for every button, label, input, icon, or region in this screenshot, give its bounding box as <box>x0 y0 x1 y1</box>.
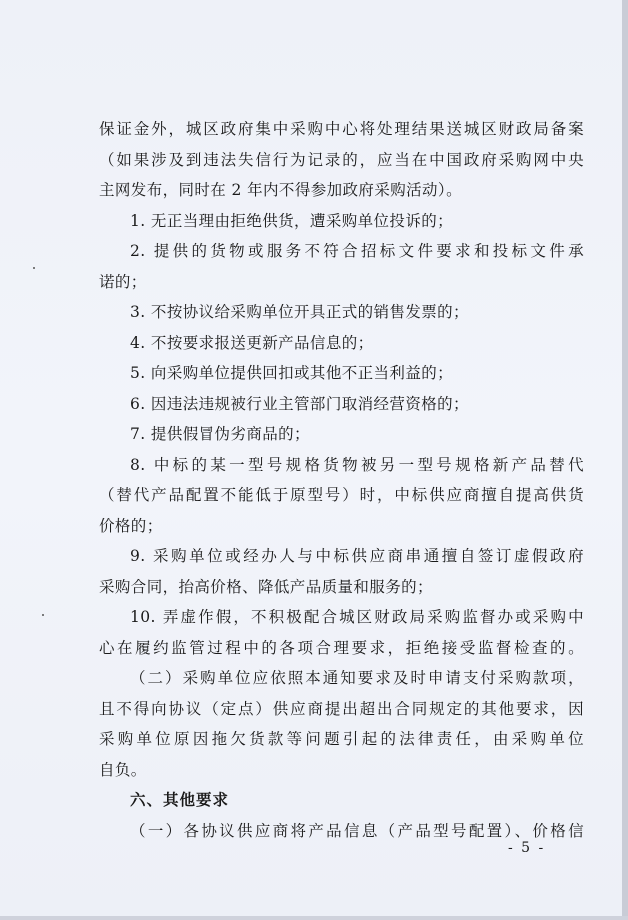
list-item-2: 2. 提供的货物或服务不符合招标文件要求和投标文件承 <box>130 242 584 260</box>
page-edge-shadow <box>622 0 628 920</box>
section-paragraph-one: （一）各协议供应商将产品信息（产品型号配置）、价格信 <box>130 821 584 840</box>
list-item-9-continued: 采购合同，抬高价格、降低产品质量和服务的； <box>99 577 433 596</box>
section-heading: 六、其他要求 <box>130 791 230 809</box>
list-item-9: 9. 采购单位或经办人与中标供应商串通擅自签订虚假政府 <box>130 547 584 565</box>
scan-speck <box>33 267 35 269</box>
list-item-10-continued: 心在履约监管过程中的各项合理要求，拒绝接受监督检查的。 <box>99 638 584 657</box>
list-item-6: 6. 因违法违规被行业主管部门取消经营资格的； <box>130 394 469 413</box>
text-line: 主网发布，同时在 2 年内不得参加政府采购活动）。 <box>99 181 462 199</box>
text-line: （如果涉及到违法失信行为记录的，应当在中国政府采购网中央 <box>99 150 584 169</box>
list-item-1: 1. 无正当理由拒绝供货，遭采购单位投诉的； <box>130 211 454 230</box>
list-item-4: 4. 不按要求报送更新产品信息的； <box>130 333 374 352</box>
list-item-2-continued: 诺的； <box>99 272 147 291</box>
list-item-8: 8. 中标的某一型号规格货物被另一型号规格新产品替代 <box>130 455 584 474</box>
scan-speck <box>42 614 44 616</box>
paragraph-two-continued: 采购单位原因拖欠货款等问题引起的法律责任，由采购单位 <box>99 730 584 748</box>
list-item-5: 5. 向采购单位提供回扣或其他不正当利益的； <box>130 364 454 382</box>
list-item-8-continued: （替代产品配置不能低于原型号）时，中标供应商擅自提高供货 <box>99 486 584 504</box>
list-item-10: 10. 弄虚作假，不积极配合城区财政局采购监督办或采购中 <box>130 608 584 626</box>
paragraph-two-continued: 自负。 <box>99 760 147 779</box>
paragraph-two: （二）采购单位应依照本通知要求及时申请支付采购款项， <box>130 669 584 687</box>
list-item-7: 7. 提供假冒伪劣商品的； <box>130 425 310 443</box>
page-bottom-shadow <box>0 916 628 920</box>
list-item-3: 3. 不按协议给采购单位开具正式的销售发票的； <box>130 303 469 321</box>
page-number: - 5 - <box>508 840 546 856</box>
list-item-8-continued: 价格的； <box>99 516 163 535</box>
text-line: 保证金外，城区政府集中采购中心将处理结果送城区财政局备案 <box>99 120 584 138</box>
paragraph-two-continued: 且不得向协议（定点）供应商提出超出合同规定的其他要求，因 <box>99 699 584 718</box>
document-body <box>99 114 584 846</box>
